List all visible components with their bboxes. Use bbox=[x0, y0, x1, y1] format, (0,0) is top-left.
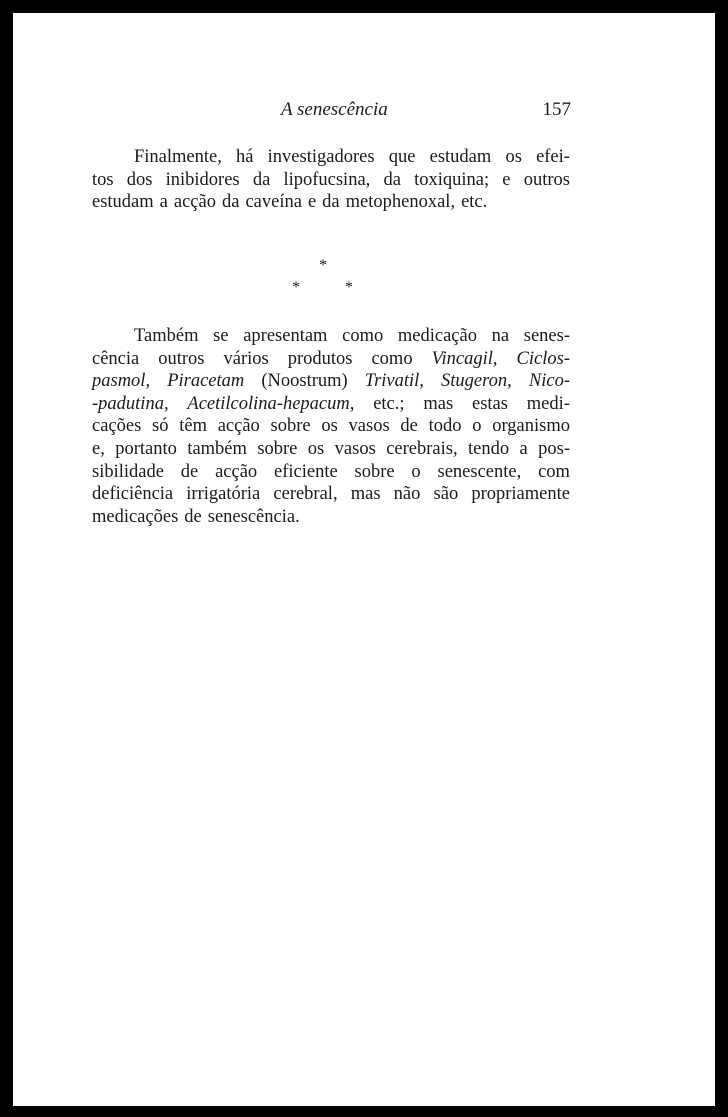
word: medicações bbox=[92, 506, 179, 527]
word: Piracetam bbox=[167, 371, 245, 392]
word: Finalmente, bbox=[134, 147, 222, 167]
word: sobre bbox=[270, 416, 311, 437]
text-line bbox=[92, 146, 570, 169]
word: pos- bbox=[538, 438, 570, 459]
word: irrigatória bbox=[186, 484, 261, 505]
word: senescente, bbox=[437, 461, 522, 482]
word: Também bbox=[134, 326, 199, 346]
word: dos bbox=[126, 169, 153, 190]
running-head bbox=[121, 99, 571, 125]
word: medi- bbox=[526, 393, 570, 414]
word: se bbox=[213, 326, 229, 346]
word: acção bbox=[215, 461, 258, 482]
word: estudam bbox=[429, 147, 492, 167]
word: estudam bbox=[92, 192, 154, 213]
word: sobre bbox=[257, 438, 298, 459]
word: cações bbox=[92, 416, 142, 437]
text-line bbox=[92, 506, 570, 529]
word: vasos bbox=[334, 438, 376, 459]
word: Stugeron, bbox=[441, 371, 512, 392]
asterism-star: * bbox=[292, 279, 300, 296]
word: têm bbox=[179, 416, 207, 437]
word: estas bbox=[471, 393, 508, 414]
word: outros bbox=[523, 169, 570, 190]
word: há bbox=[236, 147, 254, 167]
word: da bbox=[322, 192, 340, 213]
word: Vincagil, bbox=[431, 348, 498, 369]
word: a bbox=[519, 438, 528, 459]
word: apresentam bbox=[243, 326, 328, 346]
word: tendo bbox=[467, 438, 510, 459]
word: mas bbox=[423, 393, 454, 414]
text-line bbox=[92, 483, 570, 506]
word: acção bbox=[173, 192, 216, 213]
word: deficiência bbox=[92, 484, 174, 505]
word: eficiente bbox=[274, 461, 338, 482]
paragraph-2 bbox=[92, 325, 570, 528]
word: metophenoxal, bbox=[345, 192, 456, 213]
paragraph-1 bbox=[92, 146, 570, 214]
word: da bbox=[221, 192, 240, 213]
word: acção bbox=[217, 416, 260, 437]
word: cerebrais, bbox=[386, 438, 458, 459]
word: mas bbox=[350, 484, 381, 505]
word: de bbox=[180, 461, 199, 482]
word: não bbox=[393, 484, 421, 505]
word: os bbox=[505, 147, 522, 167]
word: Ciclos- bbox=[516, 348, 570, 369]
word: etc.; bbox=[373, 393, 405, 414]
word: pasmol, bbox=[92, 371, 151, 392]
word: senes- bbox=[523, 326, 570, 346]
word: cência bbox=[92, 348, 140, 369]
text-line bbox=[92, 415, 570, 438]
word: de bbox=[184, 506, 202, 527]
word: o bbox=[472, 416, 482, 437]
text-line bbox=[92, 348, 570, 371]
word: os bbox=[307, 438, 325, 459]
word: tos bbox=[92, 169, 114, 190]
word: o bbox=[411, 461, 421, 482]
word: efei- bbox=[536, 147, 570, 167]
word: produtos bbox=[287, 348, 353, 369]
text-line bbox=[92, 461, 570, 484]
word: que bbox=[388, 147, 416, 167]
word: a bbox=[159, 192, 168, 213]
word: os bbox=[321, 416, 338, 437]
running-title: A senescência bbox=[281, 99, 388, 120]
word: como bbox=[371, 348, 413, 369]
word: todo bbox=[428, 416, 462, 437]
word: vasos bbox=[348, 416, 390, 437]
word: também bbox=[187, 438, 247, 459]
word: caveína bbox=[245, 192, 302, 213]
book-page bbox=[13, 13, 715, 1106]
word: com bbox=[538, 461, 570, 482]
text-line bbox=[92, 169, 570, 192]
word: de bbox=[400, 416, 418, 437]
word: propriamente bbox=[471, 484, 570, 505]
word: são bbox=[433, 484, 459, 505]
word: Nico- bbox=[528, 371, 570, 392]
word: Acetilcolina-hepacum, bbox=[187, 393, 355, 414]
word: outros bbox=[158, 348, 205, 369]
word: cerebral, bbox=[273, 484, 338, 505]
text-line bbox=[92, 191, 570, 214]
word: sobre bbox=[354, 461, 395, 482]
word: organismo bbox=[492, 416, 570, 437]
word: investigadores bbox=[267, 147, 375, 167]
word: como bbox=[342, 326, 384, 346]
page-number: 157 bbox=[542, 99, 571, 120]
text-line bbox=[92, 438, 570, 461]
word: e bbox=[502, 169, 511, 190]
word: portanto bbox=[115, 438, 177, 459]
word: toxiquina; bbox=[414, 169, 490, 190]
word: etc. bbox=[461, 192, 488, 213]
word: -padutina, bbox=[92, 393, 169, 414]
text-line bbox=[92, 325, 570, 348]
word: da bbox=[252, 169, 271, 190]
asterism-divider bbox=[283, 257, 373, 307]
word: da bbox=[383, 169, 401, 190]
word: inibidores bbox=[165, 169, 240, 190]
word: e, bbox=[92, 438, 105, 459]
word: e bbox=[307, 192, 317, 213]
text-line bbox=[92, 370, 570, 393]
word: lipofucsina, bbox=[283, 169, 371, 190]
word: Trivatil, bbox=[364, 371, 424, 392]
word: (Noostrum) bbox=[261, 371, 348, 392]
word: senescência. bbox=[207, 506, 300, 527]
word: vários bbox=[223, 348, 269, 369]
word: só bbox=[152, 416, 169, 437]
word: sibilidade bbox=[92, 461, 164, 482]
word: medicação bbox=[397, 326, 477, 346]
asterism-star: * bbox=[345, 279, 353, 296]
word: na bbox=[491, 326, 510, 346]
asterism-star: * bbox=[319, 257, 327, 274]
text-line bbox=[92, 393, 570, 416]
